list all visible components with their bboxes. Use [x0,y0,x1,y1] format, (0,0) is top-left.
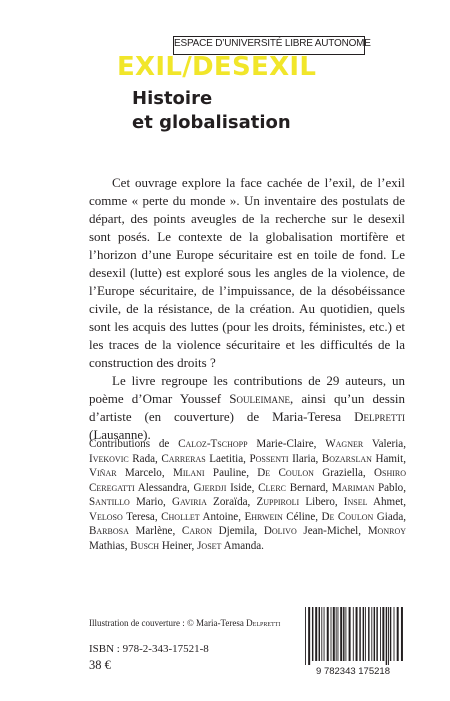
barcode-bar [327,607,329,661]
contributor-first-name: Pauline, [204,467,258,479]
series-label: ESPACE D’UNIVERSITÉ LIBRE AUTONOME [174,38,371,49]
barcode-bar [363,607,364,661]
contributor-last-name: Zuppiroli [256,496,300,508]
abstract-p2-text-c: (Lausanne). [89,427,151,442]
barcode-bar [319,607,320,661]
contributor-last-name: Busch [130,539,160,552]
barcode-bar [356,607,358,661]
book-subtitle [132,87,291,135]
contributor-last-name: Oshiro Ceregatti [89,467,406,494]
barcode-bar [388,607,389,665]
barcode-bar [374,607,375,661]
barcode-bar [338,607,339,661]
barcode-bar [371,607,372,661]
contributor-last-name: Gaviria [171,496,207,508]
barcode-bar [386,607,387,665]
barcode-bar [315,607,317,661]
contributor-first-name: Alessandra, [134,481,194,494]
author-name-souleimane: Souleimane [229,391,290,406]
contributor-last-name: Milani [172,467,205,479]
contributor-first-name: Céline, [282,510,322,523]
contributions-label: Contributions de [89,438,179,450]
contributor-last-name: De Coulon [257,467,314,479]
contributor-names [89,438,406,552]
abstract [89,174,405,444]
barcode [296,604,410,677]
barcode-bar [380,607,381,661]
contributor-first-name: Antoine, [199,510,245,523]
abstract-paragraph-2 [89,372,405,444]
contributor-last-name: Chollet [161,510,200,523]
barcode-bar [368,607,369,661]
barcode-bar [345,607,346,661]
isbn: ISBN : 978-2-343-17521-8 [89,643,209,655]
contributor-first-name: Marcelo, [116,467,173,479]
barcode-bar [397,607,399,661]
contributor-last-name: De Coulon [321,510,374,523]
contributor-last-name: Viñar [89,467,117,479]
author-name-delpretti: Delpretti [354,409,405,424]
barcode-bar [353,607,354,661]
barcode-bar [401,607,403,661]
barcode-bar [359,607,360,661]
contributor-first-name: Bernard, [286,481,332,494]
contributor-last-name: Mariman [331,481,375,494]
contributor-last-name: Ehrwein [244,510,283,523]
contributor-last-name: Joset [197,539,222,552]
subtitle-line-1: Histoire [132,88,213,109]
contributor-last-name: Monroy [367,525,406,537]
contributors-list [89,437,406,553]
contributor-first-name: Laetitia, [205,452,250,465]
contributor-first-name: Mario, [129,496,172,508]
contributor-first-name: Ilaria, [288,452,322,465]
barcode-bar [331,607,332,661]
barcode-bar [365,607,366,661]
contributor-first-name: Teresa, [122,510,162,523]
contributor-first-name: Djemila, [212,525,264,537]
contributor-last-name: Clerc [258,481,286,494]
contributor-last-name: Caloz-Tschopp [178,438,248,450]
barcode-bar [376,607,377,661]
abstract-paragraph-1: Cet ouvrage explore la face cachée de l’exil, de l’exil comme « perte du monde ». Un inventaire des postulats de départ, des points aveugles de la recherche sur le desexil sont posés. Le contexte de la globalisation mortifère et l’horizon d’une Europe sécuritaire est en toile de fond. Le desexil (lutte) est exploré sous les angles de la violence, de l’Europe sécuritaire, de l’impuissance, de la désobéissance civile, de la résistance, de la création. Au quotidien, quels sont les acquis des luttes (pour les droits, féministes, etc.) et les traces de la violence sécuritaire et les difficultés de la construction des droits ? [89,175,405,370]
contributor-last-name: Caron [181,525,212,537]
contributor-first-name: Marlène, [128,525,182,537]
contributor-first-name: Zoraïda, [206,496,257,508]
barcode-bar [390,607,391,661]
contributor-first-name: Jean-Michel, [296,525,368,537]
contributor-first-name: Ahmet, [367,496,406,508]
contributor-first-name: Rada, [128,452,162,465]
contributor-first-name: Libero, [299,496,344,508]
contributor-first-name: Valeria, [363,438,406,450]
barcode-digits: 9 782343 175218 [316,666,390,677]
contributor-last-name: Possenti [249,452,289,465]
book-title: EXIL/DESEXIL [117,52,317,82]
contributor-last-name: Wagner [325,438,364,450]
barcode-bar [394,607,395,661]
contributor-first-name: Marie-Claire, [247,438,326,450]
barcode-bar [349,607,351,661]
barcode-bar [340,607,342,661]
abstract-p2-text-a: Le livre regroupe les contributions de 29 auteurs, un poème d’Omar Youssef [89,373,405,406]
abstract-p2-text-b: , ainsi qu’un dessin d’artiste (en couverture) de Maria-Teresa [89,391,405,424]
credit-prefix: Illustration de couverture : © Maria-Teresa [89,618,247,628]
barcode-bar [336,607,337,661]
contributor-first-name: Giada, [373,510,407,523]
contributor-first-name: Hamit, [371,452,406,465]
contributor-last-name: Gjerdji [193,481,227,494]
credit-name: Delpretti [246,618,281,628]
contributor-last-name: Bozarslan [321,452,372,465]
contributor-first-name: Heiner, [159,539,198,552]
contributor-last-name: Veloso [89,510,123,523]
barcode-bar [324,607,325,661]
contributor-first-name: Graziella, [313,467,374,479]
barcode-bar [382,607,384,661]
contributor-last-name: Insel [343,496,368,508]
barcode-bar [333,607,335,661]
contributor-first-name: Pablo, [374,481,406,494]
barcode-bar [308,607,310,665]
contributor-first-name: Mathias, [89,539,131,552]
cover-credit [89,618,280,628]
contributor-last-name: Ivekovic [89,452,129,465]
contributor-first-name: Iside, [226,481,259,494]
contributor-last-name: Dolivo [263,525,297,537]
contributor-last-name: Carreras [161,452,206,465]
barcode-bar [321,607,322,661]
contributor-first-name: Amanda. [221,539,264,552]
contributor-last-name: Barbosa [89,525,129,537]
barcode-bar [305,607,306,665]
barcode-bar [312,607,313,661]
subtitle-line-2: et globalisation [132,112,291,133]
contributor-last-name: Santillo [89,496,130,508]
price: 38 € [89,658,111,672]
barcode-bar [343,607,344,661]
